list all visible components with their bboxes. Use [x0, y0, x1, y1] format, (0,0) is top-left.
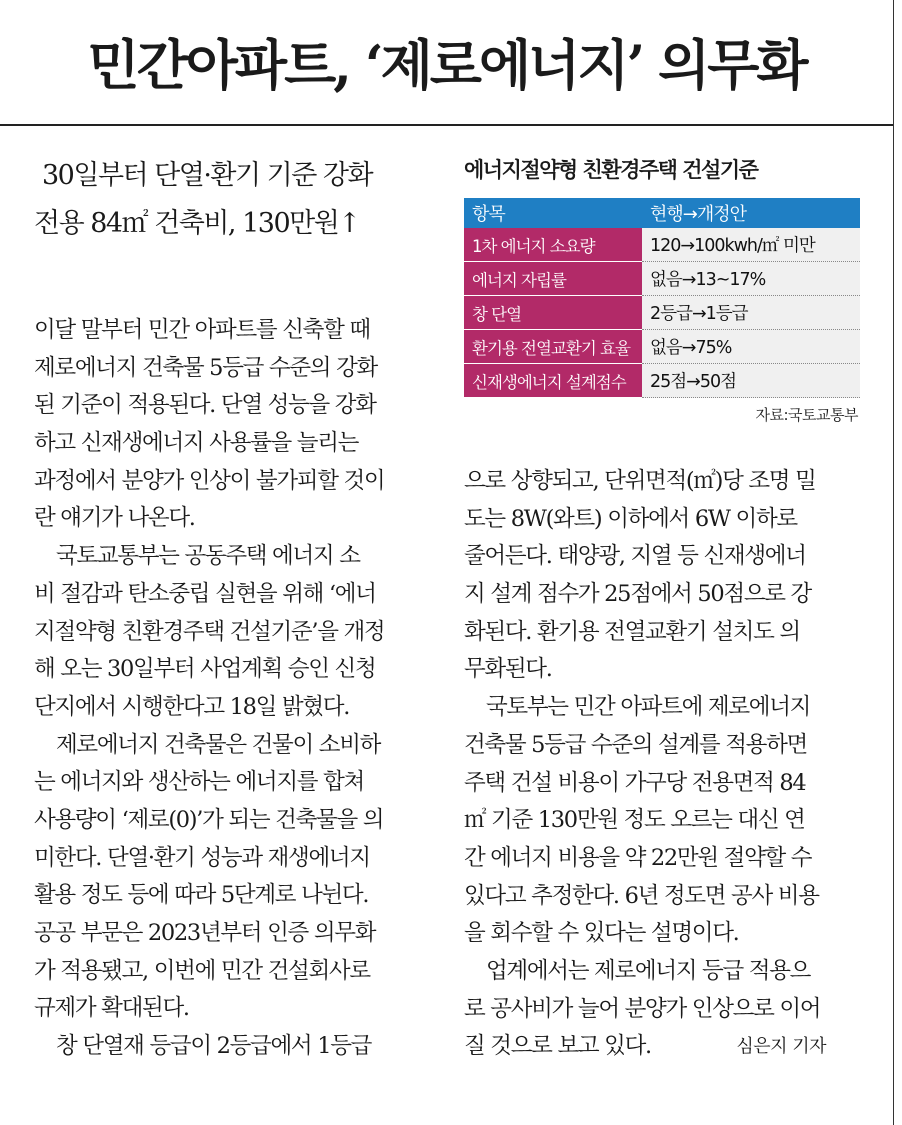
headline: 민간아파트, ‘제로에너지’ 의무화 [87, 33, 806, 97]
body-line: ㎡ 기준 130만원 정도 오르는 대신 연 [464, 807, 805, 834]
table-row [464, 262, 860, 296]
body-line: 화된다. 환기용 전열교환기 설치도 의 [464, 618, 800, 645]
table-cell-change: 120→100kwh/㎡ 미만 [642, 228, 860, 262]
table-header-row [464, 198, 860, 228]
body-line: 으로 상향되고, 단위면적(㎡)당 조명 밀 [464, 468, 816, 494]
body-line: 규제가 확대된다. [34, 995, 189, 1022]
table-header-change: 현행→개정안 [642, 198, 860, 228]
body-line: 는 에너지와 생산하는 에너지를 합쳐 [34, 769, 364, 796]
body-line: 지절약형 친환경주택 건설기준’을 개정 [34, 618, 385, 645]
table-cell-change: 2등급→1등급 [642, 296, 860, 330]
subheadlines [34, 152, 434, 248]
body-line: 가 적용됐고, 이번에 민간 건설회사로 [34, 957, 370, 984]
standards-table [464, 198, 860, 398]
body-line: 지 설계 점수가 25점에서 50점으로 강 [464, 581, 811, 608]
body-line: 간 에너지 비용을 약 22만원 절약할 수 [464, 844, 812, 871]
body-line: 도는 8W(와트) 이하에서 6W 이하로 [464, 505, 797, 532]
last-line-with-byline [464, 1028, 862, 1066]
body-line: 과정에서 분양가 인상이 불가피할 것이 [34, 467, 385, 494]
body-line: 국토교통부는 공동주택 에너지 소 [56, 543, 360, 570]
body-line: 질 것으로 보고 있다. [464, 1033, 651, 1060]
body-line: 있다고 추정한다. 6년 정도면 공사 비용 [464, 882, 819, 909]
table-cell-item: 1차 에너지 소요량 [464, 228, 642, 262]
body-line: 제로에너지 건축물은 건물이 소비하 [56, 731, 381, 758]
table-title: 에너지절약형 친환경주택 건설기준 [464, 158, 758, 182]
body-line: 란 얘기가 나온다. [34, 505, 195, 532]
table-cell-item: 에너지 자립률 [464, 262, 642, 296]
table-cell-change: 25점→50점 [642, 364, 860, 398]
table-cell-change: 없음→75% [642, 330, 860, 364]
body-line: 건축물 5등급 수준의 설계를 적용하면 [464, 731, 807, 758]
table-row [464, 228, 860, 262]
body-line: 해 오는 30일부터 사업계획 승인 신청 [34, 656, 376, 683]
subheadline-2: 전용 84㎡ 건축비, 130만원↑ [34, 208, 360, 239]
body-line: 공공 부문은 2023년부터 인증 의무화 [34, 920, 376, 946]
body-line: 활용 정도 등에 따라 5단계로 나뉜다. [34, 882, 369, 909]
table-row [464, 296, 860, 330]
body-line: 제로에너지 건축물 5등급 수준의 강화 [34, 354, 377, 381]
body-line: 창 단열재 등급이 2등급에서 1등급 [56, 1033, 372, 1060]
body-line: 사용량이 ‘제로(0)’가 되는 건축물을 의 [34, 806, 384, 833]
subheadline-1: 30일부터 단열·환기 기준 강화 [42, 160, 373, 191]
table-row [464, 364, 860, 398]
page-right-rule [893, 0, 894, 1125]
standards-table-box [464, 152, 862, 425]
reporter-byline: 심은지 기자 [736, 1036, 826, 1058]
body-column-right [464, 463, 862, 1066]
table-cell-item: 환기용 전열교환기 효율 [464, 330, 642, 364]
body-line: 업계에서는 제로에너지 등급 적용으 [486, 957, 811, 984]
body-line: 비 절감과 탄소중립 실현을 위해 ‘에너 [34, 580, 376, 607]
body-line: 국토부는 민간 아파트에 제로에너지 [486, 694, 811, 721]
body-line: 주택 건설 비용이 가구당 전용면적 84 [464, 769, 806, 796]
table-cell-item: 창 단열 [464, 296, 642, 330]
body-line: 줄어든다. 태양광, 지열 등 신재생에너 [464, 543, 806, 570]
body-column-left [34, 312, 432, 1066]
body-line: 이달 말부터 민간 아파트를 신축할 때 [34, 317, 370, 343]
table-cell-change: 없음→13~17% [642, 262, 860, 296]
table-row [464, 330, 860, 364]
table-header-item: 항목 [464, 198, 642, 228]
body-line: 로 공사비가 늘어 분양가 인상으로 이어 [464, 995, 821, 1022]
body-line: 을 회수할 수 있다는 설명이다. [464, 920, 739, 947]
body-line: 단지에서 시행한다고 18일 밝혔다. [34, 693, 350, 720]
body-line: 된 기준이 적용된다. 단열 성능을 강화 [34, 392, 376, 419]
table-cell-item: 신재생에너지 설계점수 [464, 364, 642, 398]
body-line: 무화된다. [464, 656, 552, 683]
headline-rule [0, 124, 893, 126]
table-source: 자료:국토교통부 [755, 406, 858, 424]
body-line: 미한다. 단열·환기 성능과 재생에너지 [34, 844, 370, 871]
body-line: 하고 신재생에너지 사용률을 늘리는 [34, 430, 359, 457]
